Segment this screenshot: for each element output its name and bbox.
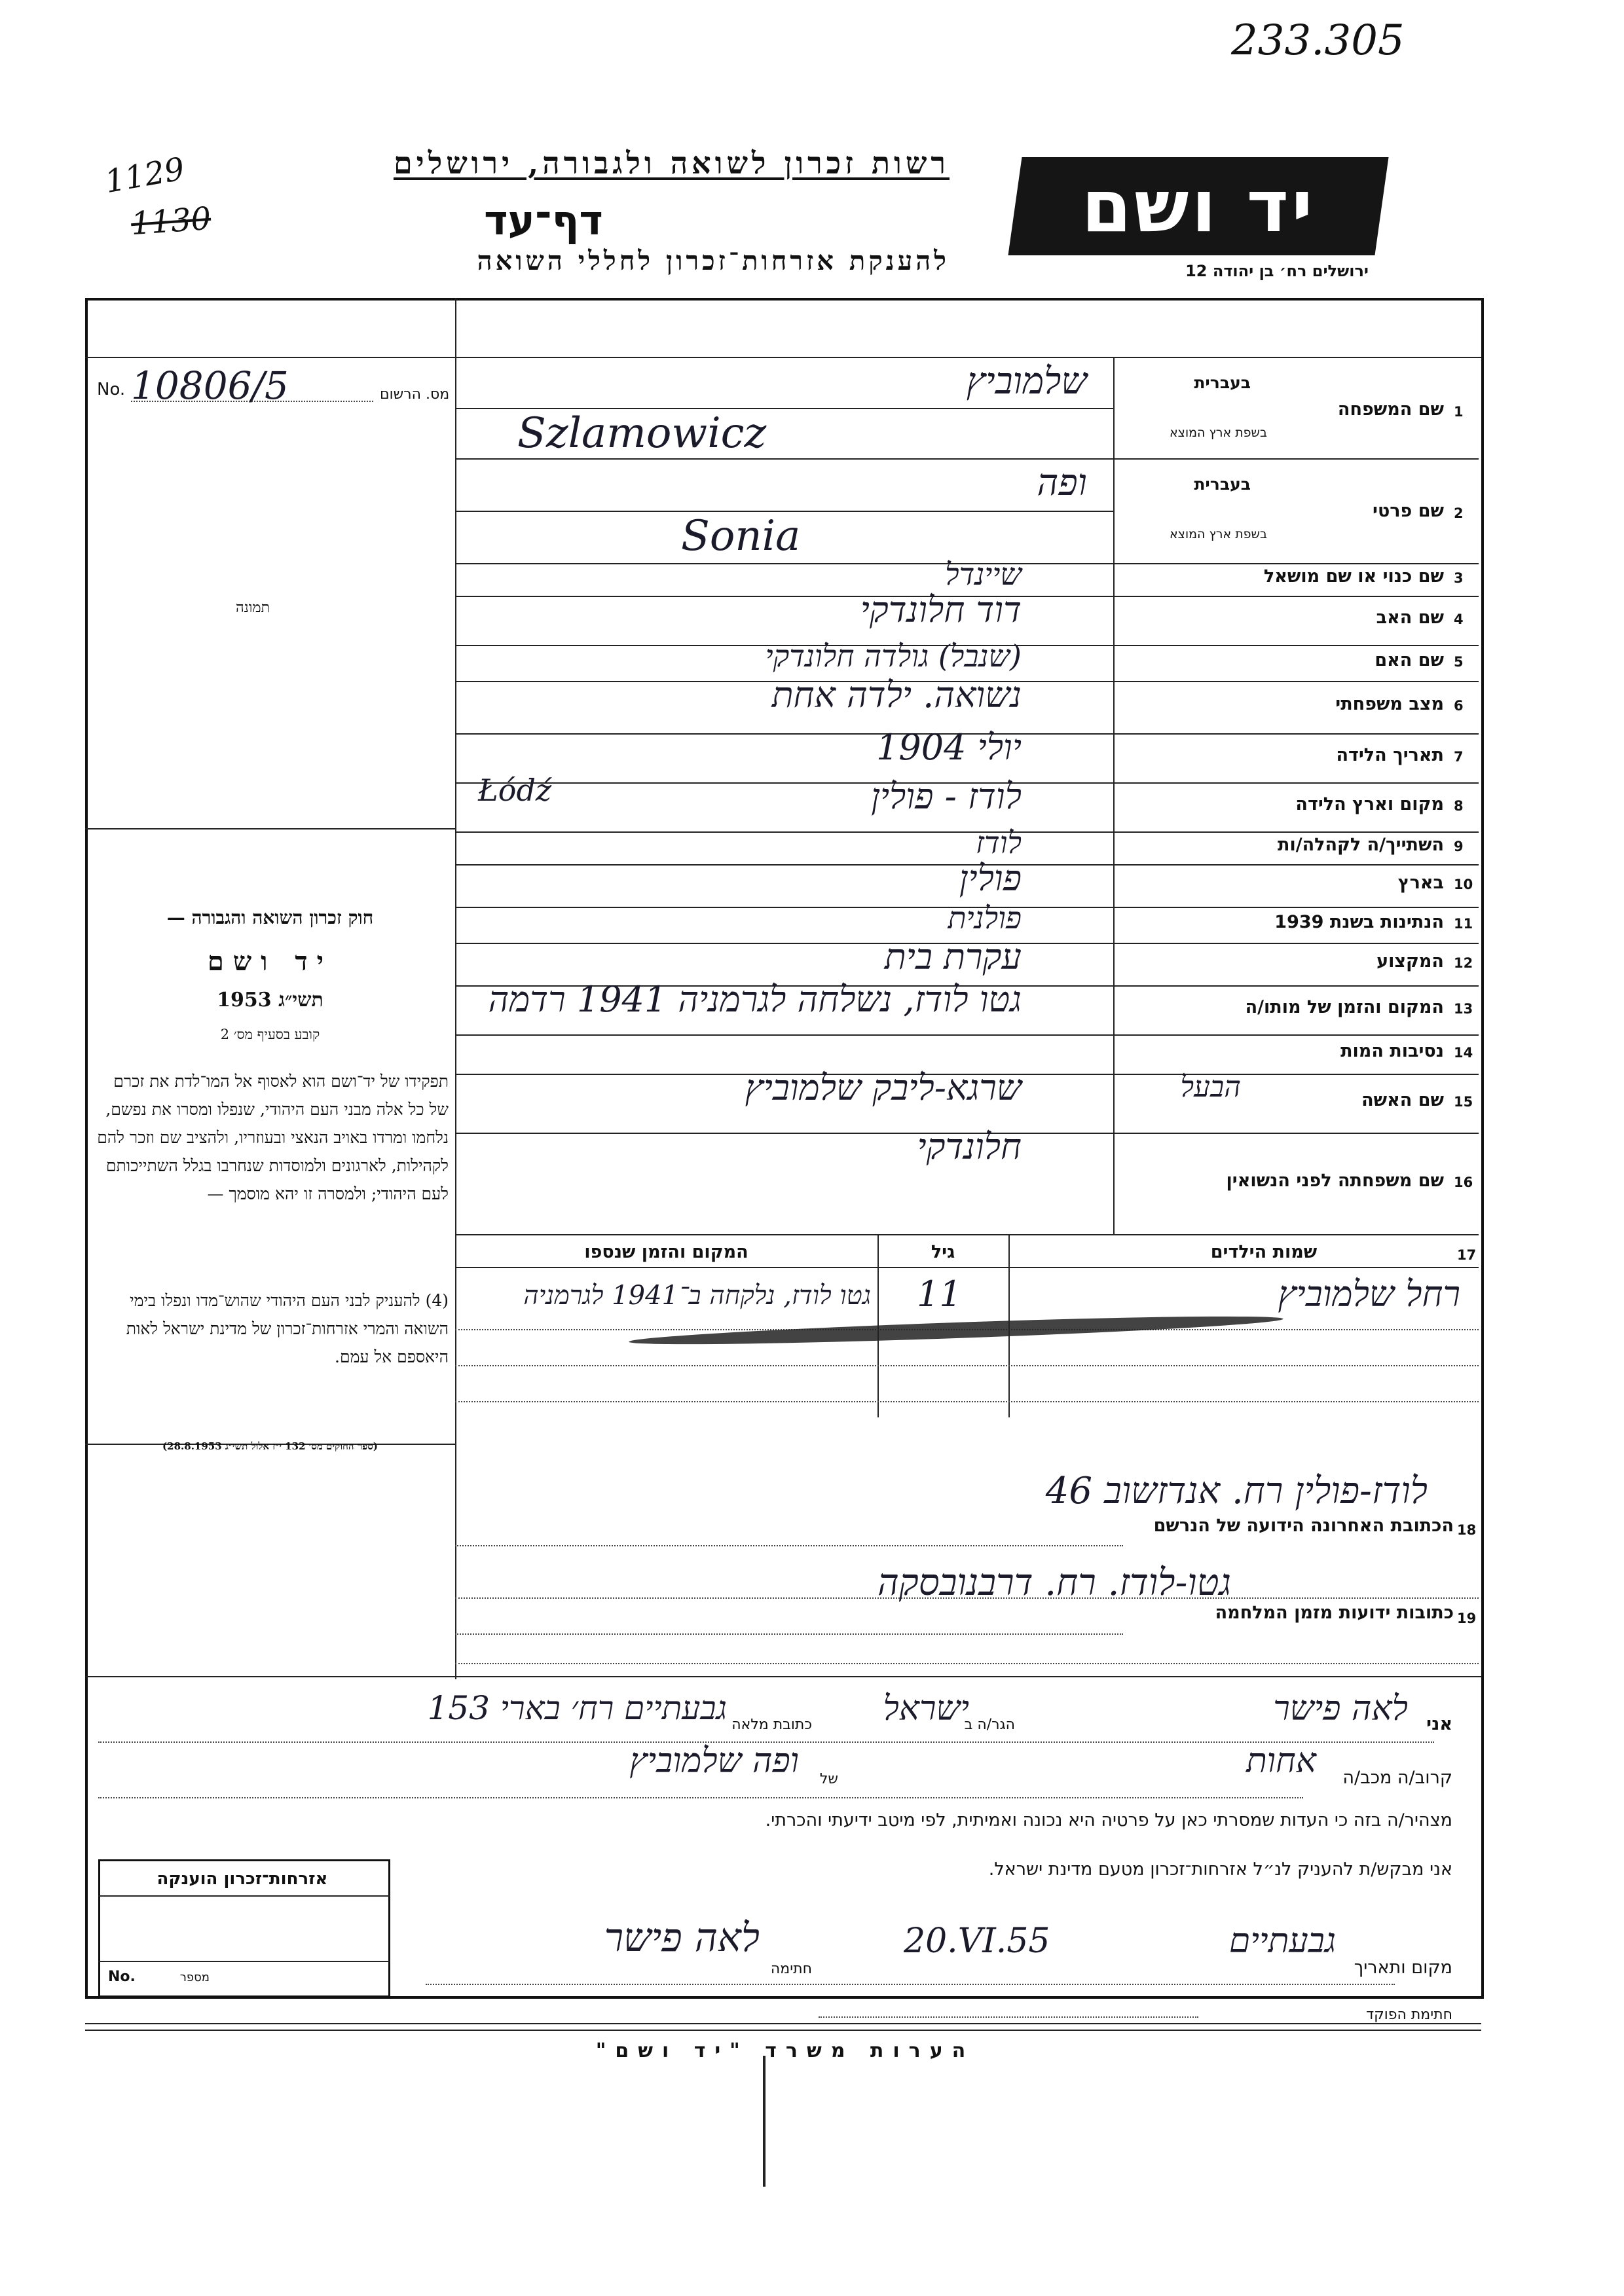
field-label: שם כנוי או שם מושאל [1263,566,1444,587]
citizenship-box-title: אזרחות־זכרון הוענקה [157,1869,328,1889]
logo-address: ירושלים רח׳ בן יהודה 12 [1185,262,1369,280]
field-number: 1 [1454,404,1464,420]
declaration-line-2: אני מבקש/ת להעניק לנ״ל אזרחות־זכרון מטעם מדינת ישראל. [988,1859,1452,1880]
declaration-line-1: מצהיר/ה בזה כי העדות שמסרתי כאן על פרטיה היא נכונה ואמיתית, לפי מיטב ידיעתי והכרתי. [765,1810,1452,1831]
children-col-age: גיל [931,1242,955,1262]
children-col-place: המקום והזמן שנספו [584,1242,748,1262]
field-value: פולין [959,858,1022,899]
place-value: גבעתיים [1228,1922,1336,1961]
declaration-ani: אני [1426,1714,1452,1734]
field-number: 8 [1454,797,1464,814]
address-label: כתובת מלאה [731,1717,812,1733]
law-citation: (ספר החוקים מס׳ 132 י״ז אלול תשי״ג 28.8.1953) [162,1440,378,1452]
field-label: שם המשפחה [1337,399,1444,420]
date-value: 20.VI.55 [904,1922,1050,1961]
form-title: דף־עד [484,196,603,244]
field-label: הנתינות בשנת 1939 [1274,911,1444,932]
field-18-number: 18 [1457,1522,1477,1538]
law-title: חוק זכרון השואה והגבורה — [166,907,374,928]
law-name: יד ושם [207,946,333,977]
field-number: 10 [1454,876,1473,892]
field-number: 14 [1454,1045,1473,1061]
field-value-hebrew: שלמוביץ [966,360,1087,403]
law-text-clause4: (4) להעניק לבני העם היהודי שהוש־מדו ונפלו בימי השואה והמרי אזרחות־זכרון של מדינת ישראל לאות היאספם אל עמם. [126,1291,449,1366]
field-18-value: לודז-פולין רח. אנדזשוב 46 [1045,1470,1428,1512]
address-value: גבעתיים רח׳ בארי 153 [427,1689,727,1727]
field-label: המקום והזמן של מותו/ה [1245,996,1444,1017]
field-label: שם משפחתה לפני הנשואין [1226,1170,1444,1191]
field-value-hebrew: ופה [1037,462,1087,504]
of-label: של [819,1771,838,1787]
field-number: 15 [1454,1094,1473,1110]
field-sub-origin: בשפת ארץ המוצא [1169,527,1267,541]
field-label: נסיבות המות [1340,1041,1444,1061]
registration-label: מס. הרשום [380,386,450,403]
yad-vashem-logo-text: יד ושם [1081,164,1316,248]
field-number: 13 [1454,1000,1473,1017]
field-value: גטו לודז, נשלחה לגרמניה 1941 רדמה [488,979,1022,1020]
field-label: מצב משפחתי [1335,694,1444,714]
field-value: דוד חלונדקי [860,589,1022,630]
field-label: המקצוע [1376,951,1444,972]
law-text-main: תפקידו של יד־ושם הוא לאסוף אל המו־לדת את זכרם של כל אלה מבני העם היהודי, שנפלו ומסרו את נפשם, נלחמו ומרדו באויב הנאצי ובעוזריו, ולהציב שם וזכר להם לקהילות, לארגונים ולמוסדות שנחרבו בגלל השתייכותם לעם היהודי; ולמסרה זו יהא מוסמך — [97,1072,449,1203]
law-year: תשי״ג 1953 [217,989,323,1011]
authority-title: רשות זכרון לשואה ולגבורה, ירושלים [393,145,950,181]
signature-label: חתימה [770,1961,812,1977]
place-date-label: מקום ותאריך [1354,1958,1452,1978]
photo-label: תמונה [236,600,270,616]
field-label: שם האב [1376,607,1444,628]
field-sub-hebrew: בעברית [1194,475,1251,494]
field-number: 4 [1454,611,1464,627]
field-label: שם האם [1375,649,1444,670]
citizenship-box-no-label: No. [108,1969,136,1985]
field-number: 5 [1454,653,1464,670]
field-number: 9 [1454,839,1464,854]
field-17-number: 17 [1457,1247,1477,1263]
field-value: נשואה. ילדה אחת [771,674,1022,716]
field-value: פולנית [948,900,1022,936]
field-number: 7 [1454,748,1464,765]
field-label: מקום וארץ הלידה [1295,793,1444,814]
field-19-number: 19 [1457,1611,1477,1626]
field-value-origin: Szlamowicz [517,409,767,458]
field-value: שיינדל [945,556,1022,592]
field-number: 2 [1454,505,1464,521]
relation-value: אחות [1246,1741,1316,1781]
child-age: 11 [917,1273,962,1315]
field-number: 6 [1454,698,1464,714]
resident-label: הגר/ה ב [964,1717,1015,1733]
child-name: רחל שלמוביץ [1278,1273,1460,1315]
field-19-label: כתובות ידועות מזמן המלחמה [1215,1603,1454,1623]
law-clause: קובע בסעיף מס׳ 2 [220,1027,320,1042]
field-value-alt: Łódź [478,773,552,808]
registration-number: 10806/5 [131,363,289,408]
registration-no-label: No. [97,380,126,399]
old-number-struck: 1130 [130,200,212,243]
field-label: תאריך הלידה [1336,744,1444,765]
field-label: שם פרטי [1373,501,1444,521]
of-name: ופה שלמוביץ [629,1741,799,1781]
field-value: לודז [976,825,1022,860]
field-18-label: הכתובת האחרונה הידועה של הנרשם [1153,1516,1454,1536]
field-sub-hebrew: בעברית [1194,373,1251,392]
field-number: 3 [1454,570,1464,586]
field-value: יולי 1904 [876,727,1022,768]
citizenship-box-number-label: מספר [179,1971,210,1984]
old-number-current: 1129 [102,150,188,201]
field-number: 16 [1454,1174,1473,1190]
form-subtitle: להענקת אזרחות־זכרון לחללי השואה [477,246,950,276]
field-label: שם האשה [1361,1090,1444,1110]
field-label: השתייך/ה לקהלה/ות [1278,835,1444,855]
archive-number: 233.305 [1231,16,1405,65]
field-number: 12 [1454,955,1473,971]
field-label-alt: הבעל [1180,1070,1241,1104]
field-label: בארץ [1397,872,1444,893]
field-value: לודז - פולין [871,776,1022,817]
office-notes-title: הערות משרד "יד ושם" [595,2039,975,2062]
declarant-signature: לאה פישר [604,1915,760,1961]
field-sub-origin: בשפת ארץ המוצא [1169,426,1267,440]
child-place: גטו לודז, נלקחה ב־1941 לגרמניה [523,1281,871,1311]
relative-label: קרוב/ה מכב/ה [1342,1768,1452,1788]
field-value: (שנבל) גולדה חלונדקי [765,638,1022,674]
field-value: חלונדקי [917,1126,1022,1167]
children-col-names: שמות הילדים [1210,1242,1318,1262]
declarant-name: לאה פישר [1273,1689,1408,1728]
resident-value: ישראל [883,1689,969,1728]
field-19-value: גטו-לודז. רח. דרבנובסקה [877,1561,1231,1604]
officer-signature-label: חתימת הפוקד [1366,2007,1452,2023]
field-value-origin: Sonia [681,512,801,560]
field-value: שרגא-ליבק שלמוביץ [745,1067,1022,1108]
field-value: עקרת בית [884,936,1022,977]
field-number: 11 [1454,915,1473,932]
